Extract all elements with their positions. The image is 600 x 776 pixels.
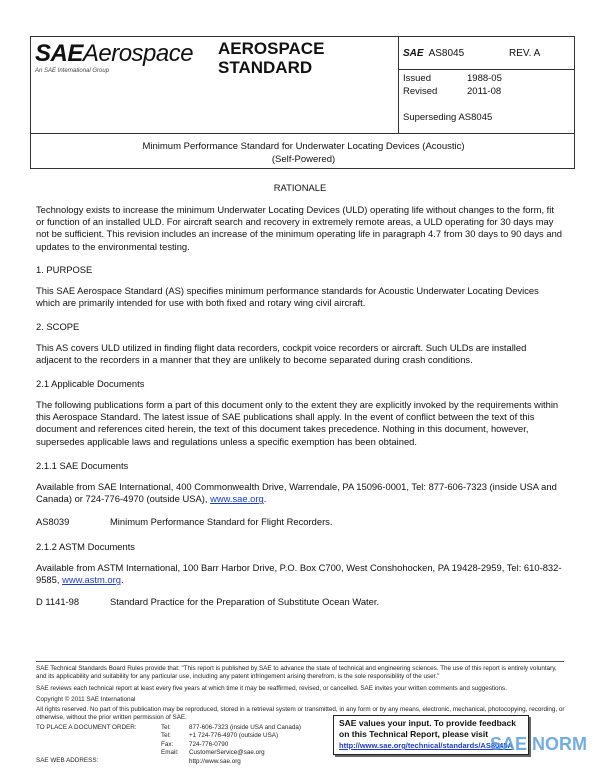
- web-address[interactable]: http://www.sae.org: [189, 757, 241, 765]
- divider: [31, 133, 574, 134]
- revised-label: Revised: [403, 86, 438, 97]
- document-type: AEROSPACE STANDARD: [218, 39, 325, 77]
- section-heading: 2.1 Applicable Documents: [36, 378, 145, 389]
- issued-label: Issued: [403, 73, 431, 84]
- doc-number: SAE AS8045: [403, 48, 465, 59]
- superseding: Superseding AS8045: [403, 112, 493, 123]
- section-text: This SAE Aerospace Standard (AS) specifies minimum performance standards for Acoustic Underwater Locating Devices which are primarily intended for use with both fixed and rotary wing civil aircraft.: [36, 285, 539, 309]
- sae-link[interactable]: www.sae.org: [210, 493, 264, 505]
- section-text: The following publications form a part of this document only to the extent they are explicitly invoked by the requirements within this Aerospace Standard. The latest issue of SAE publications shall apply. In the event of conflict between the text of this document and references cited herein, the text of this document takes precedence. Nothing in this document, however, supersedes applicable laws and regulations unless a specific exemption has been obtained.: [36, 399, 559, 447]
- document-title: Minimum Performance Standard for Underwater Locating Devices (Acoustic) (Self-Powered): [142, 141, 465, 165]
- feedback-link[interactable]: http://www.sae.org/technical/standards/AS8045A: [339, 741, 513, 750]
- footer-rights: All rights reserved. No part of this publication may be reproduced, stored in a retrieval system or transmitted, in any form or by any means, electronic, mechanical, photocopying, recording, or otherwise, without the prior written permission of SAE.: [36, 706, 565, 722]
- issued-date: 1988-05: [467, 73, 502, 84]
- revision: REV. A: [509, 48, 541, 59]
- footer-copyright: Copyright © 2011 SAE International: [36, 696, 136, 703]
- reference-item: D 1141-98 Standard Practice for the Preparation of Substitute Ocean Water.: [36, 596, 380, 607]
- astm-link[interactable]: www.astm.org: [62, 574, 121, 586]
- section-heading: 2.1.1 SAE Documents: [36, 460, 129, 471]
- footer-review: SAE reviews each technical report at least every five years at which time it may be reaffirmed, revised, or cancelled. SAE invites your written comments and suggestions.: [36, 685, 507, 692]
- section-heading: 1. PURPOSE: [36, 264, 93, 275]
- rationale-heading: RATIONALE: [273, 182, 327, 193]
- watermark-logo: SAE NORM: [490, 734, 588, 754]
- section-text: This AS covers ULD utilized in finding flight data recorders, cockpit voice recorders or aircraft. Such ULDs are installed adjacent to the recorders in a manner that they are unlikely to become separated during crash conditions.: [36, 342, 527, 366]
- reference-item: AS8039 Minimum Performance Standard for Flight Recorders.: [36, 516, 333, 527]
- header-box: [30, 36, 575, 169]
- order-label: TO PLACE A DOCUMENT ORDER:: [36, 724, 137, 731]
- web-label: SAE WEB ADDRESS:: [36, 757, 99, 764]
- sae-aerospace-logo: SAEAerospace: [35, 40, 194, 67]
- section-heading: 2. SCOPE: [36, 321, 80, 332]
- footer-rule: [36, 661, 564, 662]
- section-text: Available from SAE International, 400 Commonwealth Drive, Warrendale, PA 15096-0001, Tel: 877-606-7323 (inside USA and Canada) or 724-776-4970 (outside USA), www.sae.org.: [36, 481, 557, 505]
- revised-date: 2011-08: [467, 86, 502, 97]
- feedback-box: SAE values your input. To provide feedback on this Technical Report, please visit http://www.sae.org/technical/standards/AS8045A: [333, 715, 529, 755]
- footer-rules: SAE Technical Standards Board Rules provide that: "This report is published by SAE to advance the state of technical and engineering sciences. The use of this report is entirely voluntary, and its applicability and suitability for any particular use, including any patent infringement arising therefrom, is the sole responsibility of the user.": [36, 665, 557, 681]
- section-heading: 2.1.2 ASTM Documents: [36, 541, 135, 552]
- rationale-text: Technology exists to increase the minimum Underwater Locating Devices (ULD) operating life without changes to the form, fit or function of an installed ULD. For aircraft search and recovery in extremely remote areas, a ULD operating for 30 days may not be sufficient. This revision includes an increase of the minimum operating life in paragraph 4.7 from 30 days to 90 days and updates to the environmental testing.: [36, 204, 562, 252]
- divider: [398, 37, 399, 133]
- logo-subtitle: An SAE International Group: [35, 68, 110, 74]
- section-text: Available from ASTM International, 100 Barr Harbor Drive, P.O. Box C700, West Conshohocken, PA 19428-2959, Tel: 610-832-9585, www.astm.org.: [36, 562, 562, 586]
- divider: [398, 69, 574, 70]
- order-contacts: Tel: 877-606-7323 (inside USA and Canada) Tel: +1 724-776-4970 (outside USA) Fax: 724-776-0790 Email: CustomerService@sae.org http://www.sae.org: [161, 724, 302, 765]
